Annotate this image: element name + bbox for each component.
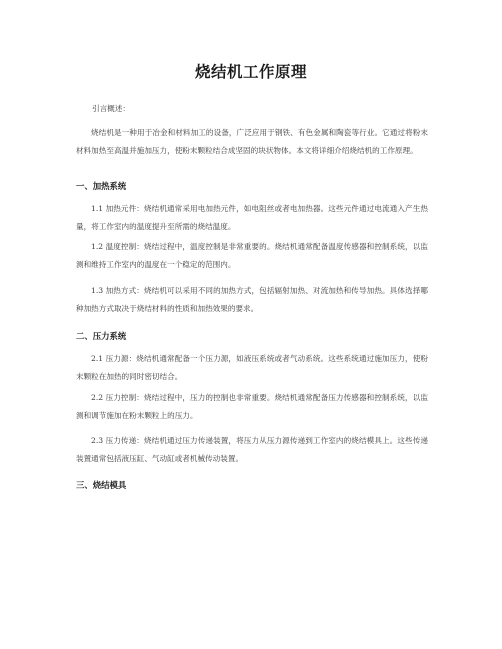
paragraph-1-2: 1.2 温度控制：烧结过程中，温度控制是非常重要的。烧结机通常配备温度传感器和控制系统，以监测和维持工作室内的温度在一个稳定的范围内。: [76, 242, 428, 269]
section-heading-heating: 一、加热系统: [76, 181, 127, 191]
paragraph-1-1: 1.1 加热元件：烧结机通常采用电加热元件，如电阻丝或者电加热器。这些元件通过电流通入产生热量，将工作室内的温度提升至所需的烧结温度。: [76, 204, 428, 231]
paragraph-2-3: 2.3 压力传递：烧结机通过压力传递装置，将压力从压力源传递到工作室内的烧结模具上。这些传递装置通常包括液压缸、气动缸或者机械传动装置。: [76, 436, 428, 463]
paragraph-2-2: 2.2 压力控制：烧结过程中，压力的控制也非常重要。烧结机通常配备压力传感器和控制系统，以监测和调节施加在粉末颗粒上的压力。: [76, 393, 428, 420]
intro-paragraph: 烧结机是一种用于冶金和材料加工的设备，广泛应用于钢铁、有色金属和陶瓷等行业。它通过将粉末材料加热至高温并施加压力，使粉末颗粒结合成坚固的块状物体。本文将详细介绍烧结机的工作原理。: [76, 128, 428, 155]
section-heading-mold: 三、烧结模具: [76, 480, 127, 490]
page-title: 烧结机工作原理: [194, 63, 307, 81]
section-heading-pressure: 二、压力系统: [76, 331, 127, 341]
paragraph-2-1: 2.1 压力源：烧结机通常配备一个压力源，如液压系统或者气动系统。这些系统通过施加压力，使粉末颗粒在加热的同时密切结合。: [76, 354, 428, 381]
intro-label: 引言概述：: [92, 104, 130, 113]
paragraph-1-3: 1.3 加热方式：烧结机可以采用不同的加热方式，包括辐射加热、对流加热和传导加热。具体选择哪种加热方式取决于烧结材料的性质和加热效果的要求。: [76, 286, 428, 313]
